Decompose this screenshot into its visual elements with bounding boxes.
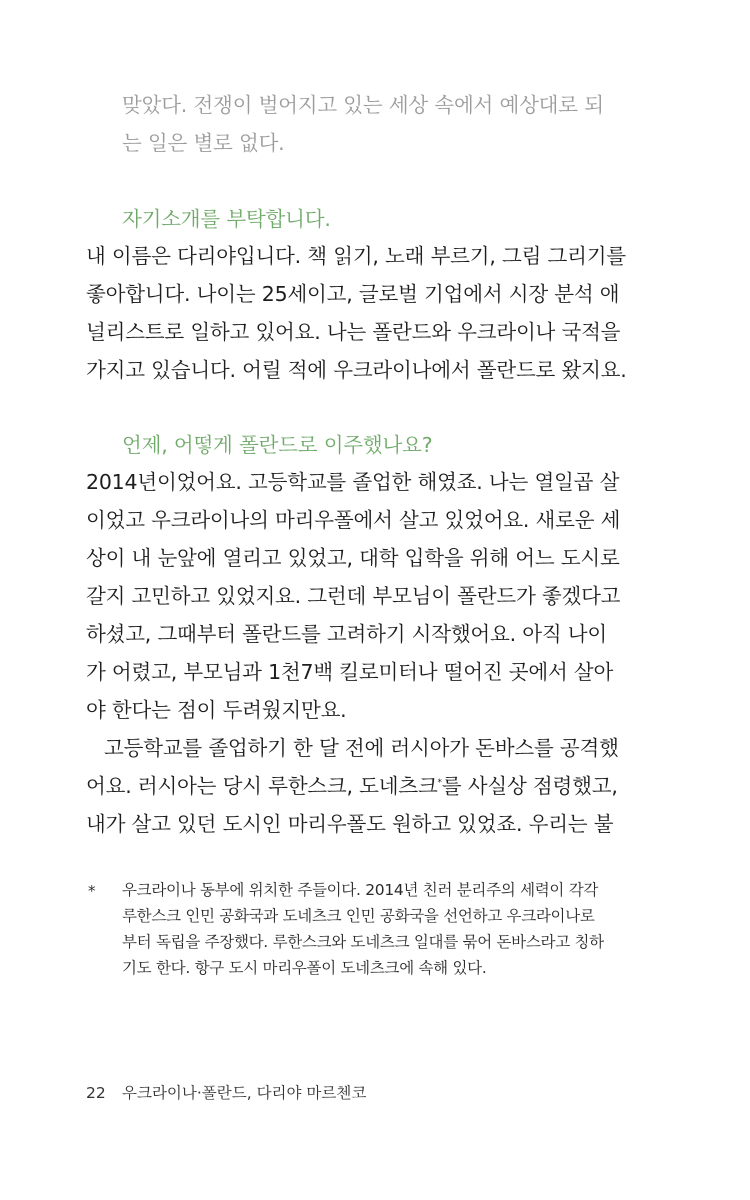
body-line: 내 이름은 다리야입니다. 책 읽기, 노래 부르기, 그림 그리기를 bbox=[86, 244, 626, 268]
body-line: 야 한다는 점이 두려웠지만요. bbox=[86, 698, 347, 722]
body-text: 어요. 러시아는 당시 루한스크, 도네츠크 bbox=[86, 774, 438, 798]
continuation-line: 맞았다. 전쟁이 벌어지고 있는 세상 속에서 예상대로 되 bbox=[122, 93, 604, 117]
footnote-reference: * bbox=[437, 778, 442, 788]
body-line: 좋아합니다. 나이는 25세이고, 글로벌 기업에서 시장 분석 애 bbox=[86, 282, 620, 306]
body-line: 하셨고, 그때부터 폴란드를 고려하기 시작했어요. 아직 나이 bbox=[86, 622, 608, 646]
body-line-with-footnote-ref bbox=[86, 774, 666, 798]
running-title: 우크라이나·폴란드, 다리야 마르첸코 bbox=[122, 1084, 367, 1102]
footnote-line: 우크라이나 동부에 위치한 주들이다. 2014년 친러 분리주의 세력이 각각 bbox=[122, 881, 599, 899]
page-number: 22 bbox=[86, 1084, 106, 1102]
section-heading-intro: 자기소개를 부탁합니다. bbox=[122, 207, 331, 231]
footnote-line: 루한스크 인민 공화국과 도네츠크 인민 공화국을 선언하고 우크라이나로 bbox=[122, 907, 595, 925]
body-line: 갈지 고민하고 있었지요. 그런데 부모님이 폴란드가 좋겠다고 bbox=[86, 584, 621, 608]
body-line: 가지고 있습니다. 어릴 적에 우크라이나에서 폴란드로 왔지요. bbox=[86, 358, 627, 382]
body-text: 를 사실상 점령했고, bbox=[441, 774, 618, 798]
continuation-line: 는 일은 별로 없다. bbox=[122, 131, 285, 155]
body-line: 내가 살고 있던 도시인 마리우폴도 원하고 있었죠. 우리는 불 bbox=[86, 812, 614, 836]
body-line: 널리스트로 일하고 있어요. 나는 폴란드와 우크라이나 국적을 bbox=[86, 320, 621, 344]
body-line: 이었고 우크라이나의 마리우폴에서 살고 있었어요. 새로운 세 bbox=[86, 508, 621, 532]
body-line: 고등학교를 졸업하기 한 달 전에 러시아가 돈바스를 공격했 bbox=[104, 736, 619, 760]
body-line: 가 어렸고, 부모님과 1천7백 킬로미터나 떨어진 곳에서 살아 bbox=[86, 660, 614, 684]
footnote-line: 기도 한다. 항구 도시 마리우폴이 도네츠크에 속해 있다. bbox=[122, 959, 487, 977]
body-line: 2014년이었어요. 고등학교를 졸업한 해였죠. 나는 열일곱 살 bbox=[86, 470, 620, 494]
body-line: 상이 내 눈앞에 열리고 있었고, 대학 입학을 위해 어느 도시로 bbox=[86, 546, 620, 570]
footnote-mark: * bbox=[88, 882, 96, 900]
section-heading-migration: 언제, 어떻게 폴란드로 이주했나요? bbox=[122, 433, 433, 457]
footnote-line: 부터 독립을 주장했다. 루한스크와 도네츠크 일대를 묶어 돈바스라고 칭하 bbox=[122, 933, 604, 951]
